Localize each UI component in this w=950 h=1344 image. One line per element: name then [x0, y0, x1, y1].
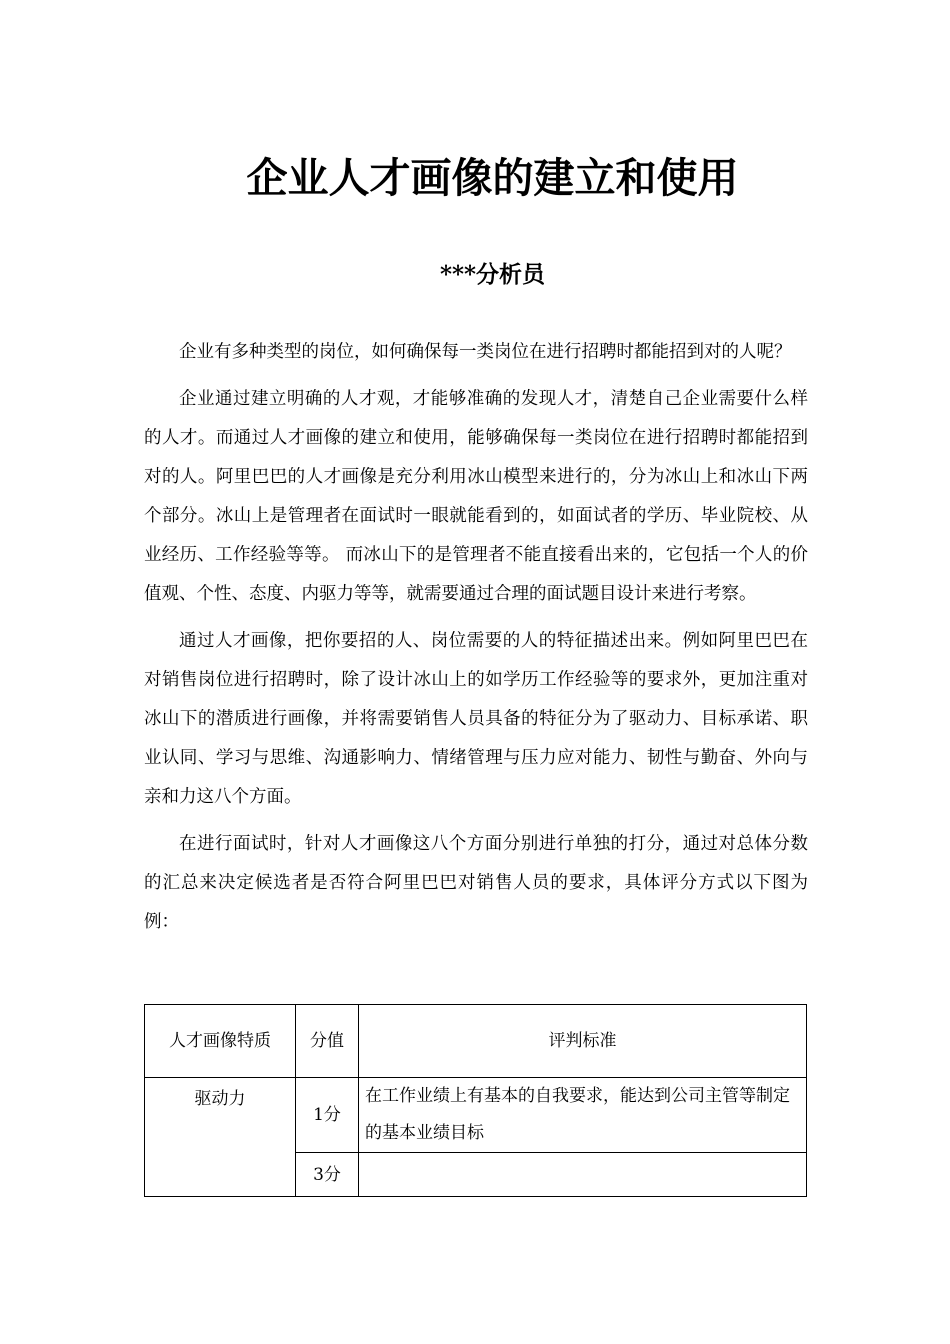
paragraph-1: 企业有多种类型的岗位，如何确保每一类岗位在进行招聘时都能招到对的人呢？: [179, 342, 792, 362]
document-author: ***分析员: [439, 261, 546, 288]
header-score: 分值: [296, 1005, 359, 1078]
row-trait-cell: 驱动力: [145, 1078, 296, 1197]
table-row: [145, 1078, 807, 1153]
row-criterion-cell: 在工作业绩上有基本的自我要求，能达到公司主管等制定的基本业绩目标: [359, 1078, 807, 1153]
row-score-cell: 3分: [296, 1153, 359, 1197]
paragraph-3: 通过人才画像，把你要招的人、岗位需要的人的特征描述出来。例如阿里巴巴在对销售岗位进行招聘时，除了设计冰山上的如学历工作经验等的要求外，更加注重对冰山下的潜质进行画像，并将需要销售人员具备的特征分为了驱动力、目标承诺、职业认同、学习与思维、沟通影响力、情绪管理与压力应对能力、韧性与勤奋、外向与亲和力这八个方面。: [144, 631, 808, 807]
row-criterion-cell: [359, 1153, 807, 1197]
paragraph-2: 企业通过建立明确的人才观，才能够准确的发现人才，清楚自己企业需要什么样的人才。而通过人才画像的建立和使用，能够确保每一类岗位在进行招聘时都能招到对的人。阿里巴巴的人才画像是充分利用冰山模型来进行的，分为冰山上和冰山下两个部分。冰山上是管理者在面试时一眼就能看到的，如面试者的学历、毕业院校、从业经历、工作经验等等。 而冰山下的是管理者不能直接看出来的，它包括一个人的价值观、个性、态度、内驱力等等，就需要通过合理的面试题目设计来进行考察。: [144, 389, 808, 604]
document-body: [144, 333, 808, 950]
table-header-row: [145, 1005, 807, 1078]
scoring-table: [144, 1004, 807, 1197]
row-score-cell: 1分: [296, 1078, 359, 1153]
document-title: 企业人才画像的建立和使用: [246, 154, 739, 202]
paragraph-4: 在进行面试时，针对人才画像这八个方面分别进行单独的打分，通过对总体分数的汇总来决定候选者是否符合阿里巴巴对销售人员的要求，具体评分方式以下图为例：: [144, 834, 808, 932]
header-trait: 人才画像特质: [145, 1005, 296, 1078]
header-criterion: 评判标准: [359, 1005, 807, 1078]
